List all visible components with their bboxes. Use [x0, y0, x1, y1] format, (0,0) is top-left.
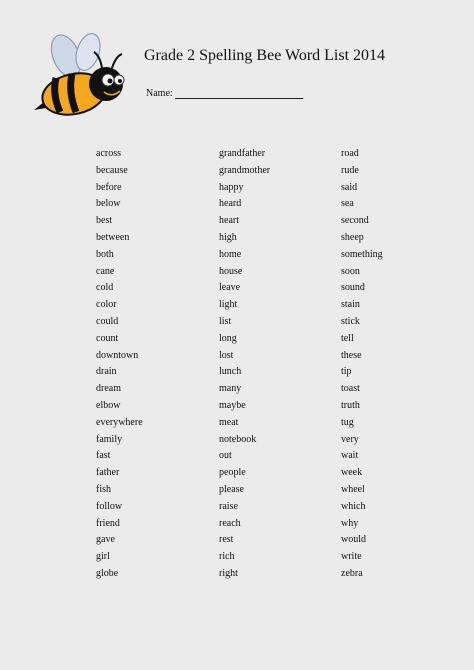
- word-item: tip: [341, 366, 352, 378]
- word-item: notebook: [219, 433, 257, 445]
- word-item: tell: [341, 332, 354, 344]
- word-item: dream: [96, 383, 121, 395]
- word-item: heart: [219, 215, 239, 227]
- word-item: could: [96, 315, 119, 327]
- word-item: girl: [96, 551, 110, 563]
- word-item: lunch: [219, 366, 242, 378]
- word-item: write: [341, 551, 362, 563]
- word-item: grandmother: [219, 164, 271, 176]
- word-item: before: [96, 181, 122, 193]
- word-column-1: [96, 147, 143, 584]
- word-item: people: [219, 467, 246, 479]
- word-item: wait: [341, 450, 359, 462]
- word-item: maybe: [219, 399, 246, 411]
- name-blank-line[interactable]: [175, 89, 303, 99]
- word-item: why: [341, 517, 359, 529]
- word-item: house: [219, 265, 243, 277]
- word-item: downtown: [96, 349, 139, 361]
- word-item: road: [341, 148, 359, 159]
- word-item: very: [341, 433, 359, 445]
- word-item: grandfather: [219, 148, 266, 159]
- word-item: many: [219, 383, 242, 395]
- word-item: leave: [219, 282, 241, 294]
- word-item: cold: [96, 282, 114, 294]
- word-item: toast: [341, 383, 360, 395]
- word-item: out: [219, 450, 232, 462]
- word-item: because: [96, 164, 128, 176]
- word-item: light: [219, 299, 238, 311]
- word-item: second: [341, 215, 369, 227]
- word-item: happy: [219, 181, 244, 193]
- word-item: meat: [219, 416, 239, 428]
- word-item: everywhere: [96, 416, 143, 428]
- word-item: high: [219, 231, 237, 243]
- word-item: said: [341, 181, 358, 193]
- word-item: rich: [219, 551, 235, 563]
- word-column-3: [341, 147, 383, 584]
- name-label: Name:: [146, 88, 173, 99]
- word-item: fish: [96, 483, 111, 495]
- word-item: sheep: [341, 231, 364, 243]
- word-item: friend: [96, 517, 120, 529]
- word-item: wheel: [341, 483, 365, 495]
- word-item: sound: [341, 282, 365, 294]
- word-column-2: [219, 147, 270, 584]
- word-item: raise: [219, 500, 238, 512]
- word-item: sea: [341, 198, 354, 210]
- word-item: fast: [96, 450, 111, 462]
- word-item: home: [219, 248, 242, 260]
- page-title: Grade 2 Spelling Bee Word List 2014: [144, 47, 386, 64]
- word-item: soon: [341, 265, 360, 277]
- word-item: these: [341, 349, 362, 361]
- word-item: drain: [96, 366, 117, 378]
- word-item: right: [219, 567, 238, 579]
- word-item: week: [341, 467, 363, 479]
- word-item: both: [96, 248, 114, 260]
- word-item: gave: [96, 534, 115, 546]
- word-item: long: [219, 332, 237, 344]
- word-item: list: [219, 315, 232, 327]
- word-item: zebra: [341, 567, 363, 579]
- word-item: which: [341, 500, 366, 512]
- word-item: between: [96, 231, 130, 243]
- word-item: reach: [219, 517, 241, 529]
- word-item: best: [96, 215, 113, 227]
- word-item: elbow: [96, 399, 121, 411]
- word-item: color: [96, 299, 117, 311]
- bee-icon: [30, 30, 130, 122]
- word-item: family: [96, 433, 123, 445]
- word-item: cane: [96, 265, 115, 277]
- word-item: tug: [341, 416, 354, 428]
- word-item: follow: [96, 500, 123, 512]
- word-item: would: [341, 534, 366, 546]
- word-item: something: [341, 248, 383, 260]
- name-field: [146, 88, 303, 99]
- word-item: lost: [219, 349, 234, 361]
- word-item: across: [96, 148, 121, 159]
- word-item: rude: [341, 164, 359, 176]
- word-item: father: [96, 467, 120, 479]
- word-item: please: [219, 483, 244, 495]
- word-item: rest: [219, 534, 234, 546]
- word-item: below: [96, 198, 121, 210]
- word-item: heard: [219, 198, 242, 210]
- word-item: stain: [341, 299, 360, 311]
- word-item: count: [96, 332, 119, 344]
- word-item: globe: [96, 567, 119, 579]
- word-item: stick: [341, 315, 360, 327]
- word-item: truth: [341, 399, 360, 411]
